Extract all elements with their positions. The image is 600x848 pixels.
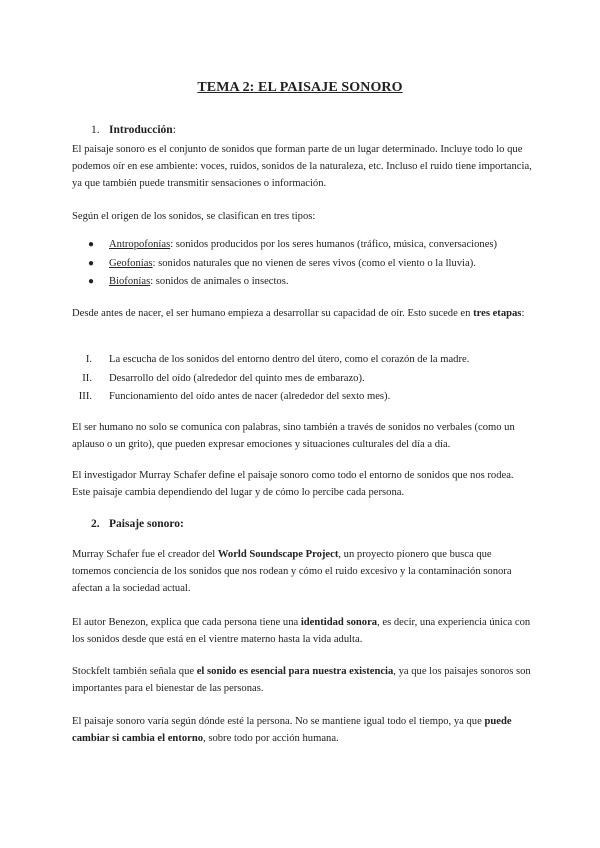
- stages-list: [72, 351, 532, 407]
- list-item: ● Biofonías: sonidos de animales o insectos.: [72, 273, 532, 292]
- bullet-icon: ●: [88, 239, 95, 250]
- section-1-title: Introducción: [109, 124, 173, 136]
- section-1-colon: :: [172, 124, 176, 136]
- list-item: ● Geofonías: sonidos naturales que no vienen de seres vivos (como el viento o la lluvia).: [72, 255, 532, 274]
- section-1-number: 1.: [91, 124, 100, 136]
- sound-types-list: [72, 236, 532, 292]
- list-item: I. La escucha de los sonidos del entorno dentro del útero, como el corazón de la madre.: [85, 354, 470, 365]
- wsp-paragraph: Murray Schafer fue el creador del World Soundscape Project, un proyecto pionero que busca que tomemos conciencia de los sonidos que nos rodean y cómo el ruido excesivo y la contaminación sonora afectan a la sociedad actual.: [72, 549, 512, 594]
- classification-paragraph: Según el origen de los sonidos, se clasifican en tres tipos:: [72, 211, 316, 222]
- stages-paragraph: Desde antes de nacer, el ser humano empieza a desarrollar su capacidad de oír. Esto sucede en tres etapas:: [72, 308, 525, 319]
- section-1-heading: [91, 122, 551, 139]
- term-antropofonias: Antropofonías: [109, 239, 171, 250]
- stockfelt-paragraph: Stockfelt también señala que el sonido es esencial para nuestra existencia, ya que los paisajes sonoros son importantes para el bienestar de las personas.: [72, 666, 531, 694]
- page-title: TEMA 2: EL PAISAJE SONORO: [197, 80, 403, 95]
- term-biofonias: Biofonías: [109, 276, 151, 287]
- list-item: III. Funcionamiento del oído antes de nacer (alrededor del sexto mes).: [78, 391, 391, 402]
- bullet-icon: ●: [88, 257, 95, 269]
- bullet-icon: ●: [88, 276, 95, 287]
- intro-paragraph: El paisaje sonoro es el conjunto de sonidos que forman parte de un lugar determinado. Incluye todo lo que podemos oír en ese ambiente: voces, ruidos, sonidos de la naturaleza, etc. Incluso el ruido tiene importancia, ya que también puede transmitir sensaciones o información.: [72, 144, 532, 189]
- section-2-heading: [91, 516, 551, 533]
- section-2-title: Paisaje sonoro:: [109, 518, 184, 530]
- list-item: II. Desarrollo del oído (alrededor del quinto mes de embarazo).: [82, 372, 365, 384]
- environment-paragraph: El paisaje sonoro varía según dónde esté la persona. No se mantiene igual todo el tiempo, ya que puede cambiar si cambia el entorno, sobre todo por acción humana.: [72, 716, 512, 744]
- schafer-paragraph: El investigador Murray Schafer define el paisaje sonoro como todo el entorno de sonidos que nos rodea. Este paisaje cambia dependiendo del lugar y de cómo lo percibe cada persona.: [72, 470, 514, 498]
- benezon-paragraph: El autor Benezon, explica que cada persona tiene una identidad sonora, es decir, una experiencia única con los sonidos desde que está en el vientre materno hasta la vida adulta.: [72, 617, 531, 645]
- term-geofonias: Geofonías: [109, 257, 153, 269]
- nonverbal-paragraph: El ser humano no solo se comunica con palabras, sino también a través de sonidos no verbales (como un aplauso o un grito), que pueden expresar emociones y situaciones culturales del día a día.: [72, 422, 515, 450]
- list-item: ● Antropofonías: sonidos producidos por los seres humanos (tráfico, música, conversaciones): [72, 236, 532, 255]
- section-2-number: 2.: [91, 518, 100, 530]
